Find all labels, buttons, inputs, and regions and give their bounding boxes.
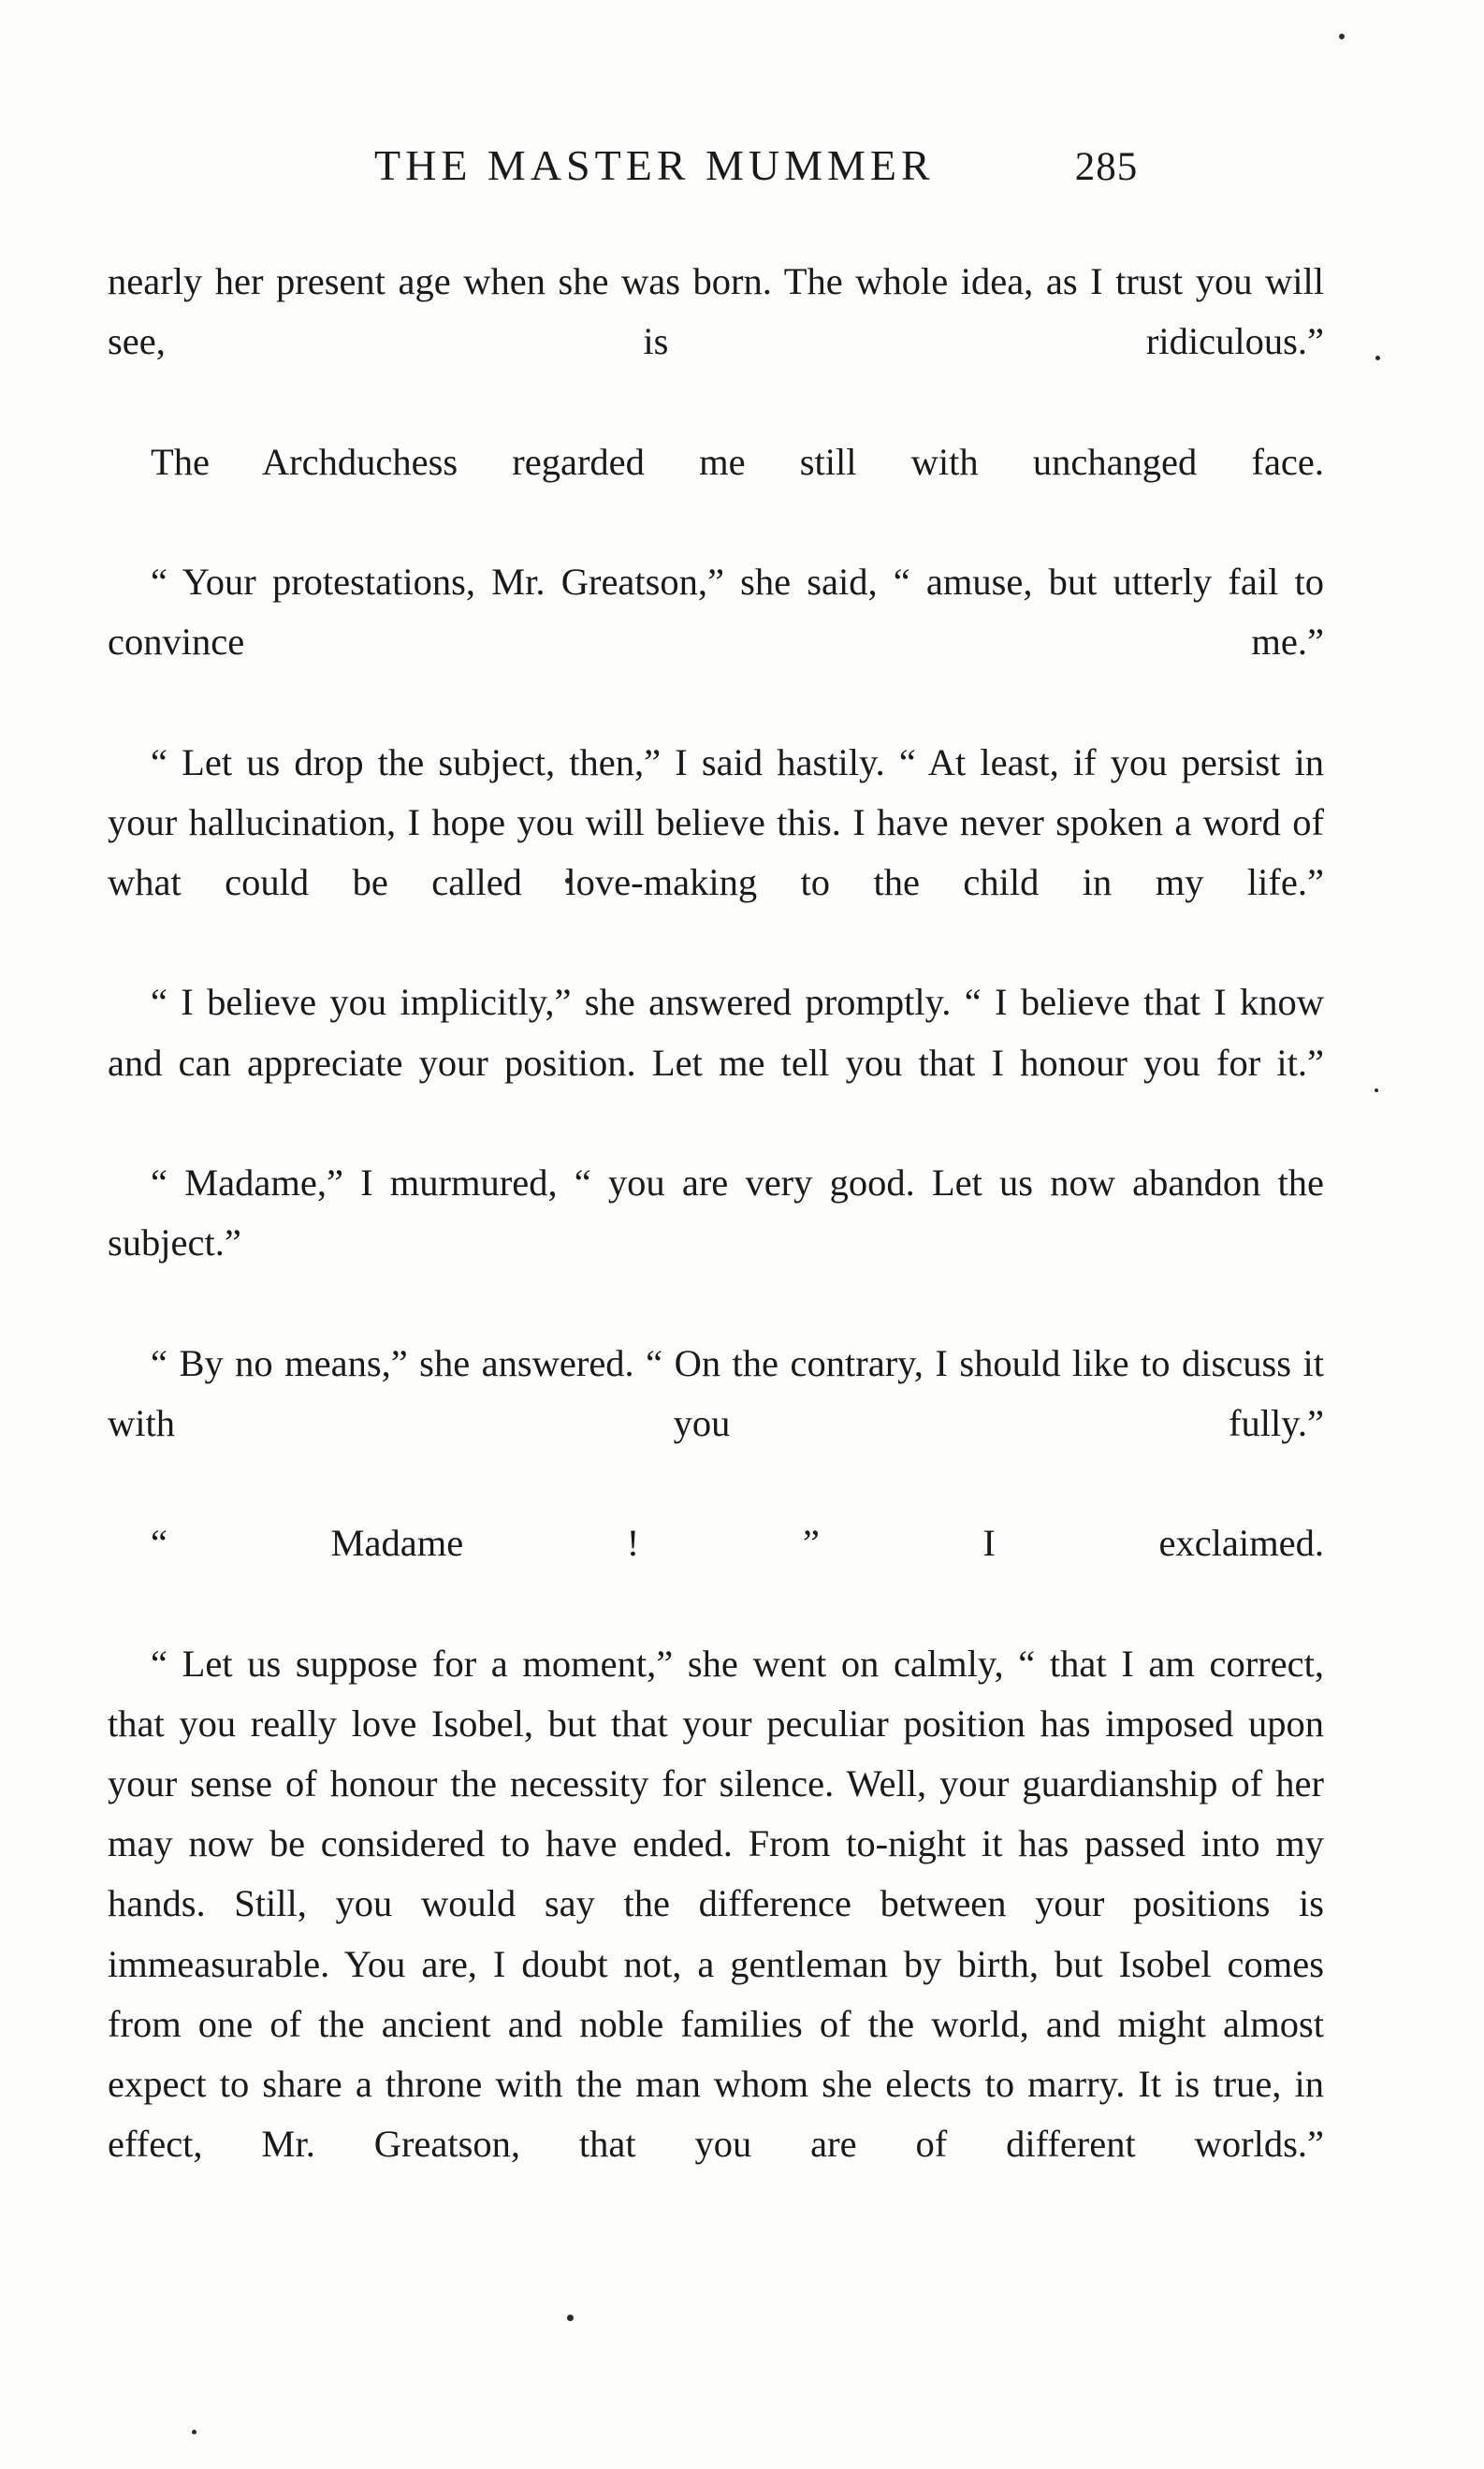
page-speck — [567, 2315, 574, 2321]
paragraph: “ Madame,” I murmured, “ you are very good. Let us now abandon the subject.” — [108, 1161, 1324, 1264]
page-speck — [1339, 34, 1345, 39]
page-speck — [192, 2430, 196, 2434]
paragraph: “ Let us suppose for a moment,” she went on calmly, “ that I am correct, that you really love Isobel, but that your peculiar position has imposed upon your sense of honour the necessity for silence. Well, your guardianship of her may now be considered to have ended. From to-night it has passed into my hands. Still, you would say the difference between your positions is immeasurable. You are, I doubt not, a gentleman by birth, but Isobel comes from one of the ancient and noble families of the world, and might almost expect to share a throne with the man whom she elects to marry. It is true, in effect, Mr. Greatson, that you are of different worlds.” — [108, 1642, 1324, 2166]
paragraph: “ By no means,” she answered. “ On the contrary, I should like to discuss it with you fully.” — [108, 1341, 1324, 1444]
page-number: 285 — [1074, 145, 1139, 189]
paragraph: “ Madame ! ” I exclaimed. — [151, 1522, 1324, 1565]
running-head — [108, 140, 1380, 190]
paragraph: The Archduchess regarded me still with unchanged face. — [151, 440, 1324, 483]
paragraph: “ Your protestations, Mr. Greatson,” she said, “ amuse, but utterly fail to convince me.” — [108, 561, 1324, 664]
paragraph: “ I believe you implicitly,” she answered promptly. “ I believe that I know and can appreciate your position. Let me tell you that I honour you for it.” — [108, 981, 1324, 1084]
paragraph: “ Let us drop the subject, then,” I said hastily. “ At least, if you persist in your hallucination, I hope you will believe this. I have never spoken a word of what could be called love-making to the child in my life.” — [108, 740, 1324, 904]
body-text — [108, 252, 1375, 2235]
paragraph: nearly her present age when she was born. The whole idea, as I trust you will see, is ridiculous.” — [108, 260, 1324, 363]
book-title: THE MASTER MUMMER — [374, 141, 935, 189]
